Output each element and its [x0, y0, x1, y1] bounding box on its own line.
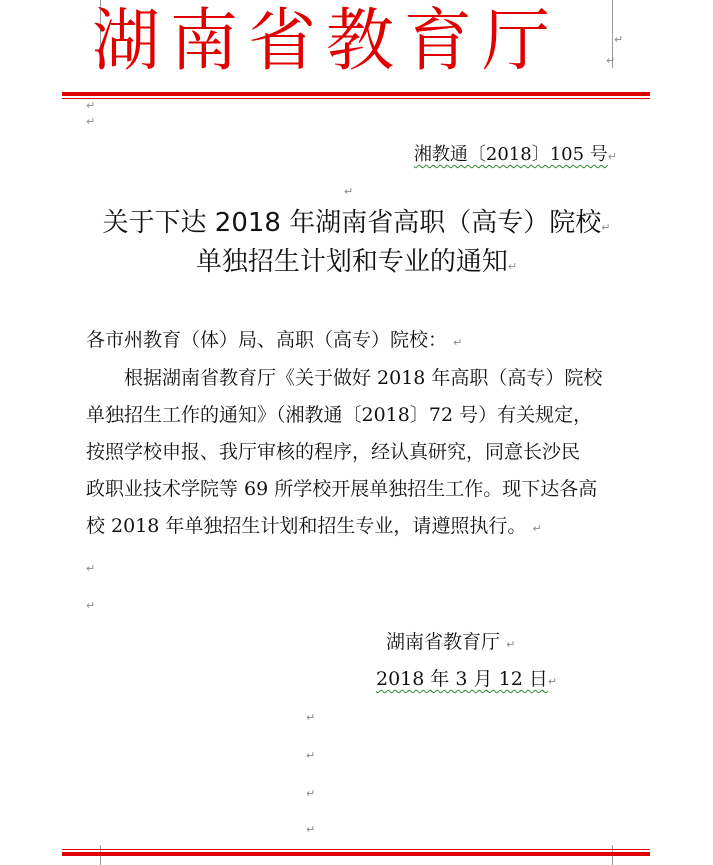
footer-rule-thick — [62, 852, 650, 856]
paragraph-mark: ↵ — [86, 115, 96, 128]
paragraph-mark: ↵ — [306, 749, 316, 762]
body-line: 单独招生工作的通知》（湘教通〔2018〕72 号）有关规定， — [86, 404, 593, 426]
paragraph-mark: ↵ — [306, 823, 316, 836]
signature-org: 湖南省教育厅 ↵ — [386, 631, 516, 653]
document-title-line-1: 关于下达 2018 年湖南省高职（高专）院校↵ — [102, 208, 611, 238]
document-number: 湘教通〔2018〕105 号↵ — [413, 144, 617, 165]
addressee: 各市州教育（体）局、高职（高专）院校： ↵ — [86, 329, 463, 351]
body-line: 根据湖南省教育厅《关于做好 2018 年高职（高专）院校 — [124, 367, 603, 389]
body-line: 按照学校申报、我厅审核的程序，经认真研究，同意长沙民 — [86, 441, 581, 463]
paragraph-mark: ↵ — [344, 185, 354, 198]
signature-date: 2018 年 3 月 12 日↵ — [376, 668, 558, 690]
paragraph-mark: ↵ — [306, 787, 316, 800]
letterhead-rule-thin — [62, 98, 650, 99]
letterhead-title: 湖南省教育厅 — [92, 2, 561, 81]
paragraph-mark: ↵ — [86, 599, 96, 612]
body-line: 政职业技术学院等 69 所学校开展单独招生工作。现下达各高 — [86, 478, 598, 500]
body-line: 校 2018 年单独招生计划和招生专业，请遵照执行。 ↵ — [86, 515, 542, 537]
paragraph-mark: ↵ — [306, 711, 316, 724]
paragraph-mark: ↵ — [86, 562, 96, 575]
letterhead-rule-thick — [62, 92, 650, 96]
paragraph-mark: ↵ — [606, 54, 616, 67]
footer-rule-thin — [62, 849, 650, 850]
paragraph-mark: ↵ — [614, 33, 624, 46]
document-title-line-2: 单独招生计划和专业的通知↵ — [195, 247, 518, 277]
paragraph-mark: ↵ — [86, 99, 96, 112]
